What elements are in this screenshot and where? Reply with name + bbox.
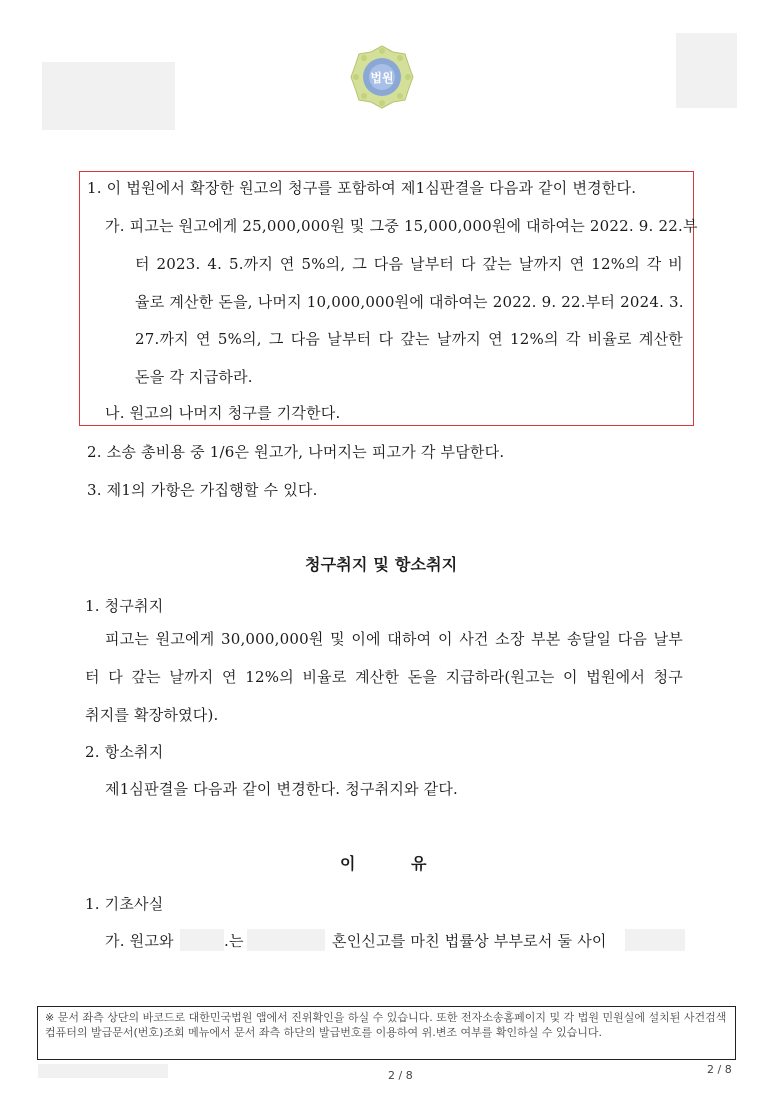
- seal-text: 법원: [370, 71, 394, 85]
- page-number-center: 2 / 8: [388, 1069, 413, 1082]
- item-1-ga-line-2: 터 2023. 4. 5.까지 연 5%의, 그 다음 날부터 다 갚는 날까지 연 12%의 각 비: [135, 255, 683, 273]
- reasons-heading-right: 유: [411, 854, 427, 873]
- redacted-top-right: [676, 33, 737, 108]
- item-1-na: 나. 원고의 나머지 청구를 기각한다.: [105, 404, 341, 422]
- claims-sub1-line-2: 터 다 갚는 날까지 연 12%의 비율로 계산한 돈을 지급하라(원고는 이 법원에서 청구: [85, 668, 683, 686]
- footer-notice: ※ 문서 좌측 상단의 바코드로 대한민국법원 앱에서 진위확인을 하실 수 있습니다. 또한 전자소송홈페이지 및 각 법원 민원실에 설치된 사건검색 컴퓨터의 발급문서(번호)조회 메뉴에서 문서 좌측 하단의 발급번호를 이용하여 위.변조 여부를 확인하실 수 있습니다.: [45, 1011, 727, 1039]
- claims-sub1-title: 1. 청구취지: [85, 597, 164, 615]
- item-1-ga-line-1: 가. 피고는 원고에게 25,000,000원 및 그중 15,000,000원에 대하여는 2022. 9. 22.부: [105, 217, 698, 235]
- item-1-ga-line-5: 돈을 각 지급하라.: [135, 368, 253, 386]
- reasons-sub1-title: 1. 기초사실: [85, 895, 164, 913]
- page-number-right: 2 / 8: [707, 1063, 732, 1076]
- item-1-ga-line-4: 27.까지 연 5%의, 그 다음 날부터 다 갚는 날까지 연 12%의 각 비율로 계산한: [135, 330, 683, 348]
- reasons-heading-left: 이: [340, 854, 356, 873]
- redacted-barcode: [42, 62, 175, 130]
- claims-sub2-title: 2. 항소취지: [85, 743, 164, 761]
- item-1: 1. 이 법원에서 확장한 원고의 청구를 포함하여 제1심판결을 다음과 같이 변경한다.: [87, 179, 637, 197]
- item-1-ga-line-3: 율로 계산한 돈을, 나머지 10,000,000원에 대하여는 2022. 9. 22.부터 2024. 3.: [135, 293, 684, 311]
- item-2: 2. 소송 총비용 중 1/6은 원고가, 나머지는 피고가 각 부담한다.: [87, 443, 505, 461]
- redacted-issue-number: [38, 1064, 168, 1078]
- reasons-ga-rest: 혼인신고를 마친 법률상 부부로서 둘 사이: [332, 932, 607, 950]
- reasons-ga-mid: .는: [224, 932, 244, 950]
- claims-sub2-line: 제1심판결을 다음과 같이 변경한다. 청구취지와 같다.: [105, 780, 459, 798]
- item-3: 3. 제1의 가항은 가집행할 수 있다.: [87, 481, 318, 499]
- court-seal-icon: [349, 44, 415, 110]
- redacted-name-1: [180, 929, 224, 951]
- claims-sub1-line-1: 피고는 원고에게 30,000,000원 및 이에 대하여 이 사건 소장 부본 송달일 다음 날부: [105, 630, 683, 648]
- reasons-ga-prefix: 가. 원고와: [105, 932, 174, 950]
- redacted-date: [247, 929, 325, 951]
- redacted-tail: [625, 929, 685, 951]
- claims-heading: 청구취지 및 항소취지: [305, 555, 458, 574]
- claims-sub1-line-3: 취지를 확장하였다).: [85, 706, 219, 724]
